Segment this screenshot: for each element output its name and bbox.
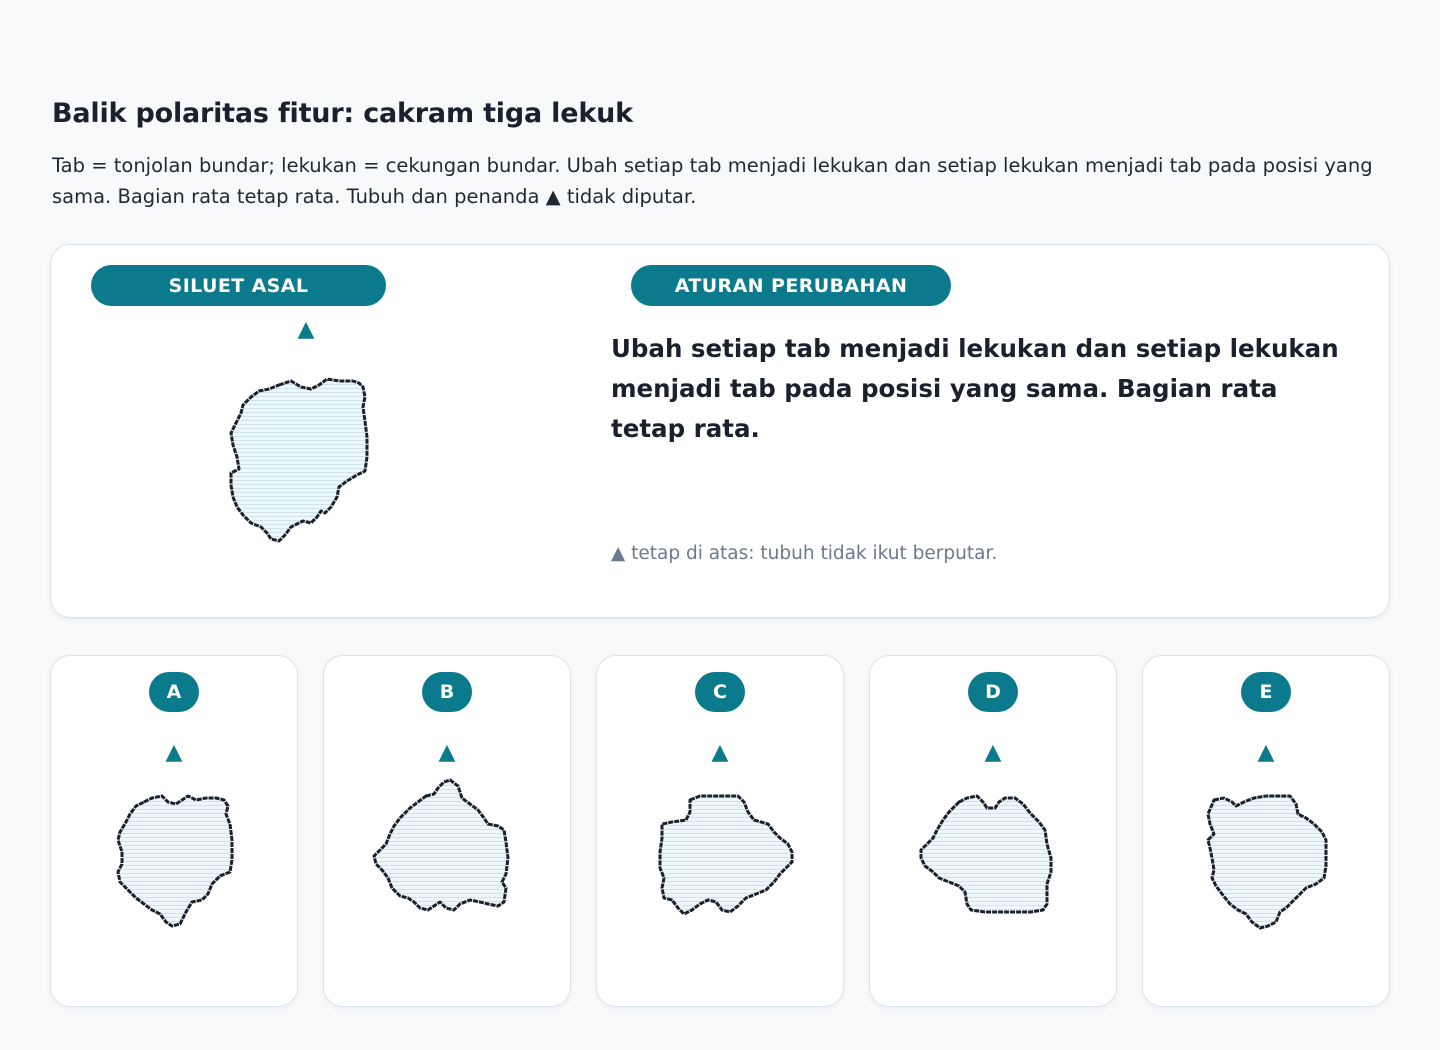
option-shape-a	[116, 794, 236, 929]
option-badge-d: D	[968, 672, 1018, 712]
option-shape-c	[660, 794, 795, 919]
puzzle-title: Balik polaritas fitur: cakram tiga lekuk	[52, 98, 633, 129]
option-shape-d	[919, 794, 1054, 919]
option-badge-e: E	[1241, 672, 1291, 712]
up-marker-icon: ▲	[165, 740, 183, 765]
option-shape-e	[1206, 794, 1331, 929]
option-card-c[interactable]	[596, 655, 844, 1007]
option-card-d[interactable]	[869, 655, 1117, 1007]
option-card-a[interactable]	[50, 655, 298, 1007]
original-silhouette-shape	[231, 377, 381, 542]
original-silhouette-label: SILUET ASAL	[91, 265, 386, 306]
up-marker-icon: ▲	[438, 740, 456, 765]
reference-panel	[50, 244, 1390, 618]
option-badge-c: C	[695, 672, 745, 712]
option-badge-b: B	[422, 672, 472, 712]
up-marker-icon: ▲	[297, 317, 315, 342]
transformation-rule-text: Ubah setiap tab menjadi lekukan dan setiap lekukan menjadi tab pada posisi yang sama. Bagian rata tetap rata.	[611, 334, 1339, 443]
up-marker-icon: ▲	[711, 740, 729, 765]
up-marker-icon: ▲	[1257, 740, 1275, 765]
orientation-note: ▲ tetap di atas: tubuh tidak ikut berputar.	[611, 543, 998, 564]
option-badge-a: A	[149, 672, 199, 712]
instructions-text: Tab = tonjolan bundar; lekukan = cekungan bundar. Ubah setiap tab menjadi lekukan dan setiap lekukan menjadi tab pada posisi yang sama. Bagian rata tetap rata. Tubuh dan penanda ▲ tidak diputar.	[52, 154, 1373, 208]
option-card-e[interactable]	[1142, 655, 1390, 1007]
transformation-rule-label: ATURAN PERUBAHAN	[631, 265, 951, 306]
option-card-b[interactable]	[323, 655, 571, 1007]
option-shape-b	[374, 778, 509, 913]
up-marker-icon: ▲	[984, 740, 1002, 765]
